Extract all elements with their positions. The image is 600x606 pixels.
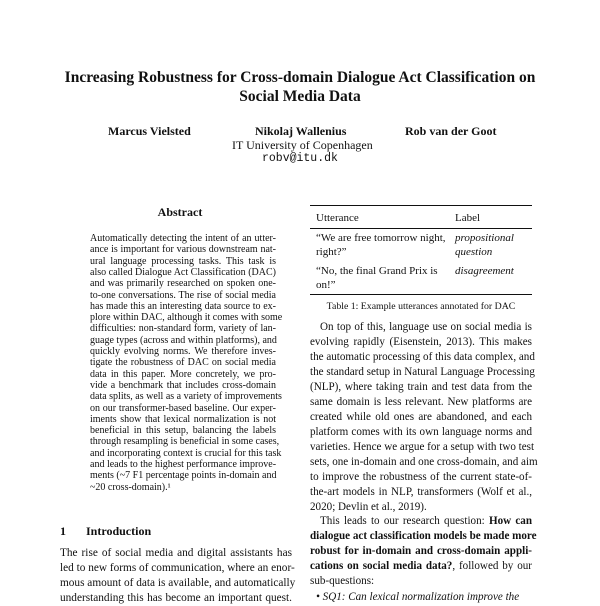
text-line: on our transformer-based baseline. Our exper-	[90, 402, 276, 414]
author-1: Marcus Vielsted	[108, 124, 191, 138]
text-line: and incorporating context is crucial for this task	[90, 447, 282, 459]
text-line: ~20 cross-domain).¹	[90, 481, 171, 493]
text-line: platform comes with its own language norms and	[310, 426, 532, 438]
text-line: also called Dialogue Act Classification (DAC)	[90, 266, 276, 278]
text-line: vide a benchmark that includes cross-domain	[90, 379, 276, 391]
author-3: Rob van der Goot	[405, 124, 497, 138]
section-title: Introduction	[86, 524, 152, 538]
text-line: varieties. Hence we argue for a setup with two test	[310, 441, 535, 453]
table-cell-utterance: on!”	[316, 279, 336, 291]
table-header-label: Label	[455, 212, 481, 224]
title-line-2: Social Media Data	[239, 88, 361, 105]
text-line: through resampling is beneficial in some cases,	[90, 436, 280, 448]
table-mid-rule	[310, 228, 532, 229]
text-line: to-one conversations. The rise of social media	[90, 289, 276, 301]
text-line: guage types (across and within platforms), and	[90, 334, 277, 346]
table-top-rule	[310, 205, 532, 206]
table-cell-utterance: “We are free tomorrow night,	[316, 232, 446, 244]
table-header-utterance: Utterance	[316, 212, 359, 224]
table-caption: Table 1: Example utterances annotated for DAC	[326, 301, 516, 312]
rq-followup-text: , followed by our	[452, 560, 532, 572]
text-line: created while old ones are abandoned, and each	[310, 411, 532, 423]
text-line: and was primarily researched on spoken one-	[90, 278, 276, 290]
text-line: to improve the robustness of the current state-of-	[310, 471, 532, 483]
text-line: (NLP), where taking train and test data from the	[310, 381, 532, 393]
text-line: same domain is less relevant. New platforms are	[310, 396, 532, 408]
section-heading	[60, 524, 151, 539]
body-line: sub-questions:	[310, 575, 375, 587]
text-line: data splits, as well as a variety of improvements	[90, 391, 282, 403]
text-line: the automatic processing of this data complex, and	[310, 351, 535, 363]
email: robv@itu.dk	[262, 152, 338, 165]
rq-bold-text: cations on social media data?	[310, 560, 453, 572]
text-line: ural language processing tasks. This task is	[90, 255, 276, 267]
text-line: difficulties: non-standard form, variety of lan-	[90, 323, 276, 335]
text-line: the-art models in NLP, transformers (Wolf et al.,	[310, 486, 532, 498]
author-2: Nikolaj Wallenius	[255, 124, 347, 138]
text-line: tigate the robustness of DAC on social media	[90, 357, 276, 369]
text-line: 2020; Devlin et al., 2019).	[310, 501, 427, 513]
body-line	[310, 559, 532, 574]
table-cell-utterance: right?”	[316, 246, 347, 258]
abstract-heading: Abstract	[157, 205, 203, 219]
text-line: plore within DAC, although it comes with some	[90, 312, 283, 324]
text-line: Automatically detecting the intent of an utter-	[90, 233, 276, 244]
text-line: has made this an interesting data source to ex-	[90, 300, 276, 312]
text-line: the standard setup in Natural Language Processing	[310, 366, 535, 378]
text-line: sets, one in-domain and one cross-domain, and aim	[310, 456, 538, 468]
text-line: data in this paper. More concretely, we pro-	[90, 368, 276, 380]
text-line: evolving rapidly (Eisenstein, 2013). This makes	[310, 336, 532, 348]
rq-bold-text: How can	[488, 515, 532, 527]
body-line: dialogue act classification models be made more	[310, 530, 537, 542]
text-line: On top of this, language use on social media is	[320, 321, 532, 333]
body-line: robust for in-domain and cross-domain appli-	[310, 545, 532, 557]
text-line: led to new forms of communication, where an enor-	[60, 562, 295, 574]
section-number: 1	[60, 524, 66, 538]
table-cell-label: propositional	[455, 232, 514, 244]
title-line-1: Increasing Robustness for Cross-domain Dialogue Act Classification on	[64, 69, 536, 86]
table-cell-label: question	[455, 246, 493, 258]
text-line: quickly evolving norms. We therefore inves-	[90, 346, 276, 357]
text-line: iments show that lexical normalization is not	[90, 413, 276, 425]
text-line: The rise of social media and digital assistants has	[60, 547, 292, 559]
table-bottom-rule	[310, 294, 532, 295]
text-line: mous amount of data is available, and automatically	[60, 577, 296, 589]
text-line: and leads to the highest performance improve-	[90, 459, 277, 470]
rq-intro-text: This leads to our research question:	[320, 515, 489, 527]
text-line: ments (~7 F1 percentage points in-domain and	[90, 470, 277, 482]
affiliation: IT University of Copenhagen	[232, 138, 373, 152]
text-line: understanding this has become an important quest.	[60, 592, 292, 604]
table-cell-label: disagreement	[455, 265, 514, 277]
body-line	[310, 514, 532, 529]
paper-title	[60, 68, 540, 106]
table-cell-utterance: “No, the final Grand Prix is	[316, 265, 438, 277]
text-line: ance is important for various downstream nat-	[90, 244, 276, 256]
sub-question-bullet: • SQ1: Can lexical normalization improve the	[316, 591, 520, 603]
text-line: beneficial in this setup, balancing the labels	[90, 425, 276, 437]
